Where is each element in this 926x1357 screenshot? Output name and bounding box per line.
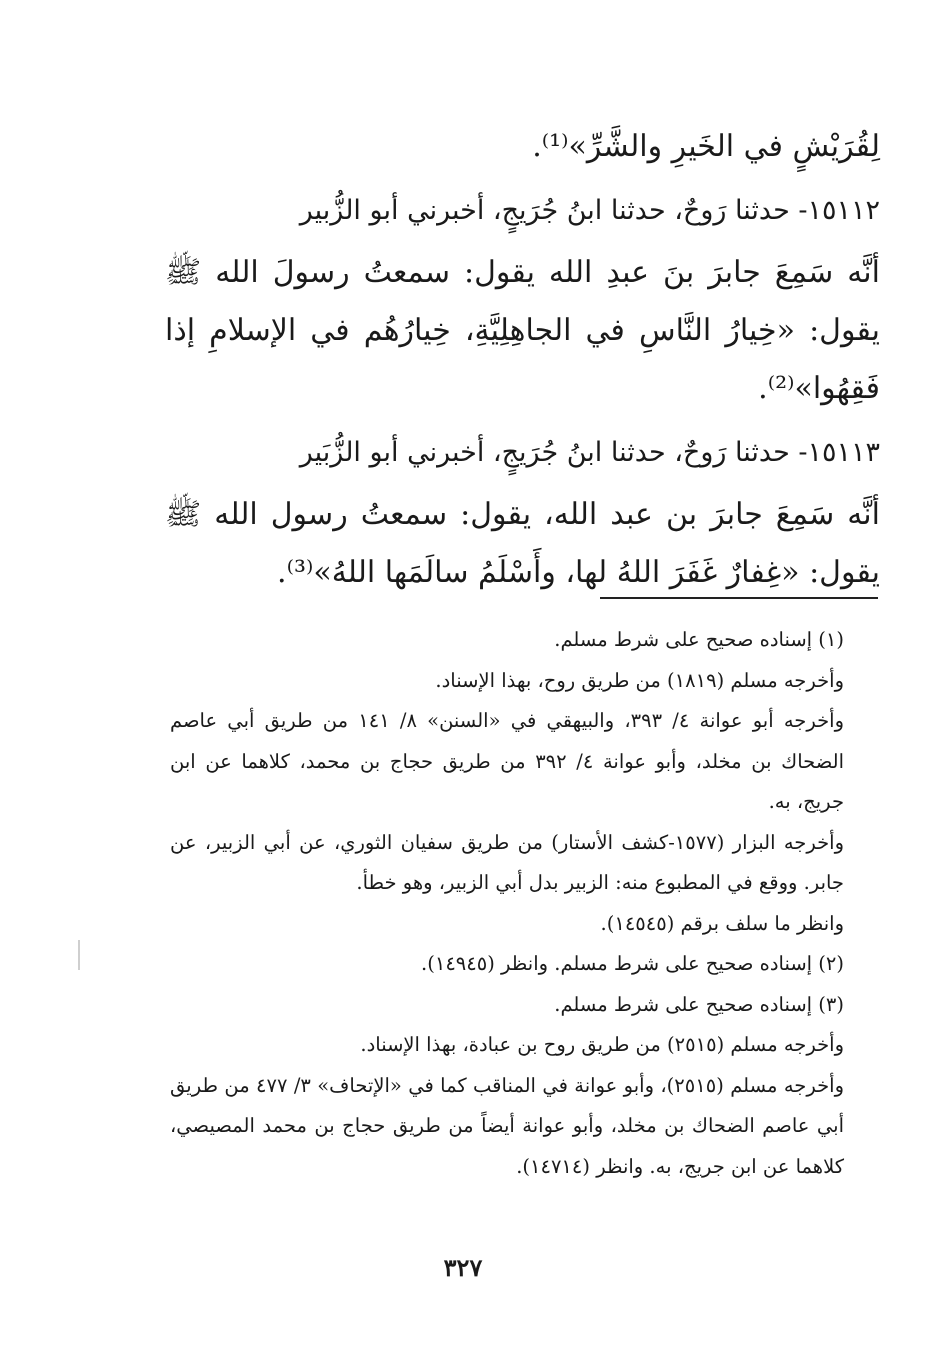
- footnote-3-paragraph: وأخرجه مسلم (٢٥١٥)، وأبو عوانة في المناقب كما في «الإتحاف» ٣/ ٤٧٧ من طريق أبي عاصم الضحاك بن مخلد، وأبو عوانة أيضاً من طريق حجاج بن محمد المصيصي، كلاهما عن ابن جريج، به. وانظر (١٤٧١٤).: [170, 1073, 844, 1178]
- footnote-2: (٢) إسناده صحيح على شرط مسلم. وانظر (١٤٩٤٥).: [421, 952, 844, 975]
- hadith-15112-isnad: ١٥١١٢- حدثنا رَوحٌ، حدثنا ابنُ جُرَيجٍ، أخبرني أبو الزُّبير: [299, 195, 880, 226]
- footnotes: [170, 620, 878, 1187]
- scan-margin-mark: [78, 940, 80, 970]
- page-number: ٣٢٧: [443, 1253, 483, 1282]
- footnote-3: (٣) إسناده صحيح على شرط مسلم.: [554, 992, 844, 1016]
- hadith-15113-isnad: ١٥١١٣- حدثنا رَوحٌ، حدثنا ابنُ جُرَيجٍ، أخبرني أبو الزُّبَير: [299, 437, 880, 468]
- footnote-separator: [600, 597, 878, 599]
- footnote-1-paragraph: وأخرجه أبو عوانة ٤/ ٣٩٣، والبيهقي في «السنن» ٨/ ١٤١ من طريق أبي عاصم الضحاك بن مخلد، وأبو عوانة ٤/ ٣٩٢ من طريق حجاج بن محمد، كلاهما عن ابن جريج، به.: [170, 709, 844, 813]
- main-text: [165, 118, 880, 602]
- footnote-1-line: وأخرجه مسلم (١٨١٩) من طريق روح، بهذا الإسناد.: [435, 668, 844, 692]
- footnote-1: (١) إسناده صحيح على شرط مسلم.: [554, 628, 844, 651]
- continuation-line: لِقُرَيْشٍ في الخَيرِ والشَّرِّ»⁽¹⁾.: [532, 129, 880, 164]
- footnote-3-line: وأخرجه مسلم (٢٥١٥) من طريق روح بن عبادة، بهذا الإسناد.: [360, 1033, 844, 1056]
- footnote-1-line: وانظر ما سلف برقم (١٤٥٤٥).: [600, 911, 844, 935]
- footnote-1-paragraph: وأخرجه البزار (١٥٧٧-كشف الأستار) من طريق سفيان الثوري، عن أبي الزبير، عن جابر. ووقع في المطبوع منه: الزبير بدل أبي الزبير، وهو خطأ.: [170, 830, 845, 894]
- hadith-15113-text: أنَّه سَمِعَ جابرَ بن عبد الله، يقول: سمعتُ رسول الله ﷺ يقول: «غِفارٌ غَفَرَ اللهُ لها، وأَسْلَمُ سالَمَها اللهُ»⁽³⁾.: [165, 497, 880, 590]
- hadith-15112-text: أنَّه سَمِعَ جابرَ بنَ عبدِ الله يقول: سمعتُ رسولَ الله ﷺ يقول: «خِيارُ النَّاسِ في الجاهِلِيَّةِ، خِيارُهُم في الإسلامِ إذا فَقِهُوا»⁽²⁾.: [165, 255, 880, 406]
